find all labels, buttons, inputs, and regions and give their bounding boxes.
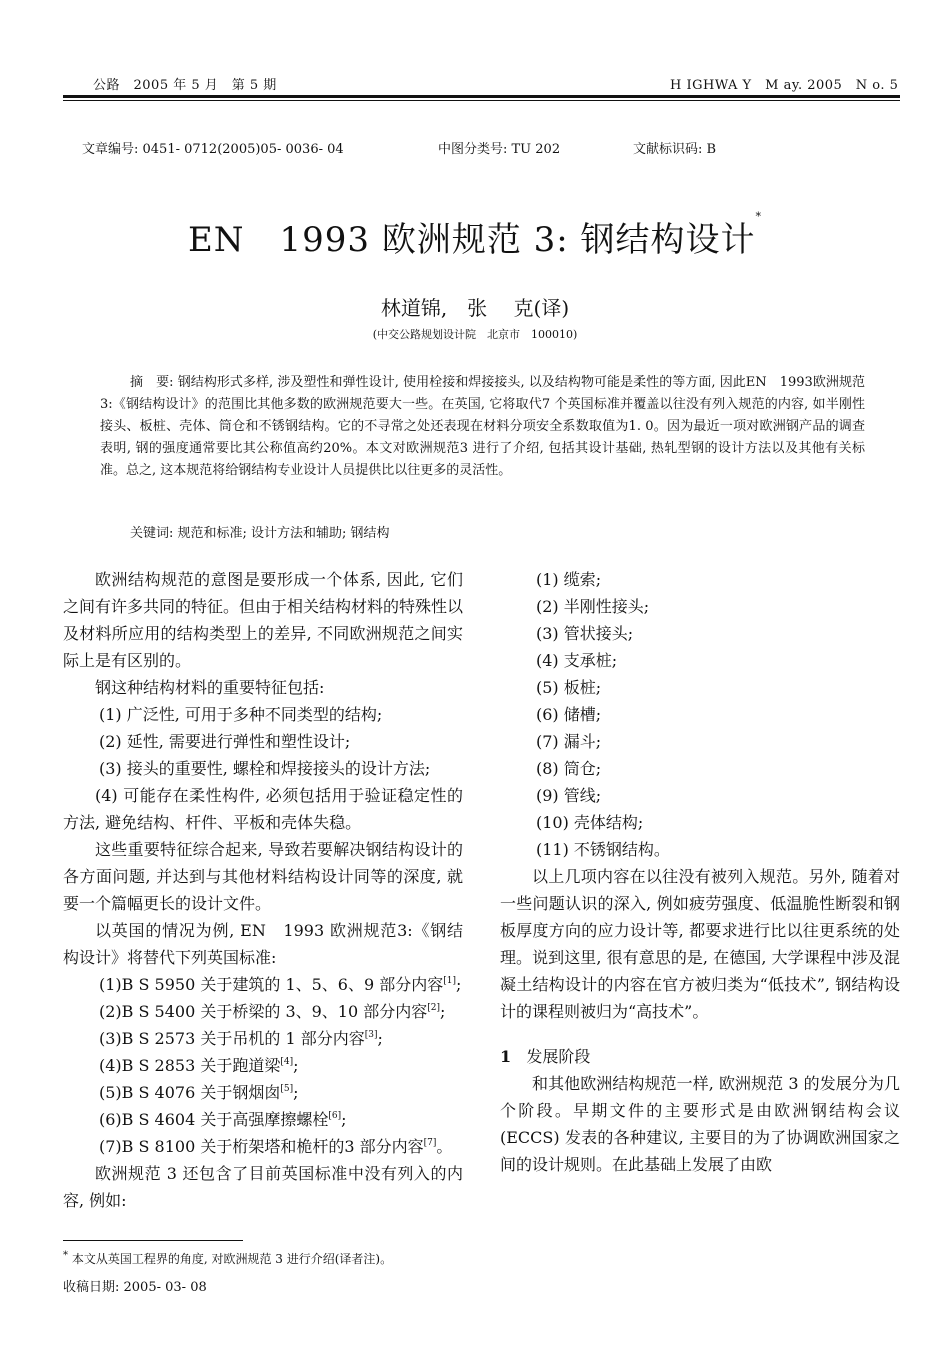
title-footnote-mark: *	[755, 210, 763, 223]
paragraph: 以上几项内容在以往没有被列入规范。另外, 随着对一些问题认识的深入, 例如疲劳强度、低温脆性断裂和钢板厚度方向的应力设计等, 都要求进行比以往更系统的处理。说到这里, 很有意思的是, 在德国, 大学课程中涉及混凝土结构设计的内容在官方被归类为“低技术”, 钢结构设计的课程则被归为“高技术”。	[500, 867, 900, 1021]
paragraph: 欧洲结构规范的意图是要形成一个体系, 因此, 它们之间有许多共同的特征。但由于相关结构材料的特殊性以及材料所应用的结构类型上的差异, 不同欧洲规范之间实际上是有区别的。	[63, 570, 464, 670]
header-rule-thin	[63, 100, 900, 101]
paragraph: 以英国的情况为例, EN 1993 欧洲规范3:《钢结构设计》将替代下列英国标准:	[63, 921, 463, 967]
list-item: (2) 半刚性接头;	[536, 597, 650, 616]
list-item: (3) 管状接头;	[536, 624, 634, 643]
running-header-left: 公路 2005 年 5 月 第 5 期	[93, 78, 277, 93]
citation-ref: [3]	[364, 1030, 378, 1040]
section-number: 1	[500, 1047, 512, 1066]
paragraph: 这些重要特征综合起来, 导致若要解决钢结构设计的各方面问题, 并达到与其他材料结构设计同等的深度, 就要一个篇幅更长的设计文件。	[63, 840, 463, 913]
affiliation: (中交公路规划设计院 北京市 100010)	[372, 328, 578, 341]
list-item: (1) 缆索;	[536, 570, 602, 589]
citation-ref: [2]	[427, 1003, 441, 1013]
list-item: (9) 管线;	[536, 786, 602, 805]
abstract	[100, 372, 865, 482]
paragraph: 欧洲规范 3 还包含了目前英国标准中没有列入的内容, 例如:	[63, 1164, 463, 1210]
standard-item: (7)B S 8100 关于桁架塔和桅杆的3 部分内容[7]。	[99, 1137, 453, 1156]
list-item: (7) 漏斗;	[536, 732, 602, 751]
citation-ref: [1]	[443, 976, 457, 986]
list-item: (1) 广泛性, 可用于多种不同类型的结构;	[99, 705, 383, 724]
footnote-mark: *	[63, 1250, 68, 1261]
keywords-text: 规范和标准; 设计方法和辅助; 钢结构	[173, 526, 390, 541]
paragraph: 和其他欧洲结构规范一样, 欧洲规范 3 的发展分为几个阶段。早期文件的主要形式是由欧洲钢结构会议(ECCS) 发表的各种建议, 主要目的为了协调欧洲国家之间的设计规则。在此基础上发展了由欧	[500, 1074, 900, 1174]
abstract-label: 摘 要:	[130, 375, 174, 390]
left-column	[63, 566, 463, 1214]
classification-number: 中图分类号: TU 202	[438, 142, 561, 157]
section-title: 发展阶段	[526, 1047, 591, 1066]
standard-item: (1)B S 5950 关于建筑的 1、5、6、9 部分内容[1];	[99, 975, 462, 994]
article-number: 文章编号: 0451- 0712(2005)05- 0036- 04	[82, 142, 344, 157]
received-date: 收稿日期: 2005- 03- 08	[63, 1280, 207, 1295]
citation-ref: [6]	[328, 1111, 342, 1121]
standard-item: (3)B S 2573 关于吊机的 1 部分内容[3];	[99, 1029, 383, 1048]
citation-ref: [4]	[280, 1057, 294, 1067]
right-column	[500, 566, 900, 1178]
document-code: 文献标识码: B	[633, 142, 717, 157]
standard-item: (5)B S 4076 关于钢烟囱[5];	[99, 1083, 299, 1102]
list-item: (4) 支承桩;	[536, 651, 618, 670]
authors: 林道锦, 张 克(译)	[380, 296, 570, 320]
list-item: (4) 可能存在柔性构件, 必须包括用于验证稳定性的方法, 避免结构、杆件、平板和壳体失稳。	[63, 786, 463, 832]
standard-item: (6)B S 4604 关于高强摩擦螺栓[6];	[99, 1110, 347, 1129]
list-item: (2) 延性, 需要进行弹性和塑性设计;	[99, 732, 351, 751]
list-item: (8) 筒仓;	[536, 759, 602, 778]
abstract-text: 钢结构形式多样, 涉及塑性和弹性设计, 使用栓接和焊接接头, 以及结构物可能是柔性的等方面, 因此EN 1993欧洲规范3:《钢结构设计》的范围比其他多数的欧洲规范要大一些。在英国, 它将取代7 个英国标准并覆盖以往没有列入规范的内容, 如半刚性接头、板桩、壳体、筒仓和不锈钢结构。它的不寻常之处还表现在材料分项安全系数取值为1. 0。因为最近一项对欧洲钢产品的调查表明, 钢的强度通常要比其公称值高约20%。本文对欧洲规范3 进行了介绍, 包括其设计基础, 热轧型钢的设计方法以及其他有关标准。总之, 这本规范将给钢结构专业设计人员提供比以往更多的灵活性。	[100, 375, 865, 478]
footnote-text: 本文从英国工程界的角度, 对欧洲规范 3 进行介绍(译者注)。	[68, 1252, 393, 1266]
running-header-right: H IGHWA Y M ay. 2005 N o. 5	[670, 78, 899, 93]
citation-ref: [7]	[423, 1138, 437, 1148]
title-text: EN 1993 欧洲规范 3: 钢结构设计	[187, 220, 756, 260]
list-item: (6) 储槽;	[536, 705, 602, 724]
keywords	[130, 522, 390, 541]
header-rule	[63, 95, 900, 98]
list-item: (3) 接头的重要性, 螺栓和焊接接头的设计方法;	[99, 759, 431, 778]
footnote-rule	[63, 1240, 243, 1241]
list-item: (5) 板桩;	[536, 678, 602, 697]
page-title	[0, 212, 950, 261]
standard-item: (4)B S 2853 关于跑道梁[4];	[99, 1056, 299, 1075]
list-item: (11) 不锈钢结构。	[536, 840, 670, 859]
footnote	[63, 1250, 392, 1267]
paragraph: 钢这种结构材料的重要特征包括:	[95, 678, 325, 697]
keywords-label: 关键词:	[130, 526, 174, 541]
list-item: (10) 壳体结构;	[536, 813, 644, 832]
section-heading	[500, 1043, 900, 1070]
standard-item: (2)B S 5400 关于桥梁的 3、9、10 部分内容[2];	[99, 1002, 446, 1021]
citation-ref: [5]	[280, 1084, 294, 1094]
